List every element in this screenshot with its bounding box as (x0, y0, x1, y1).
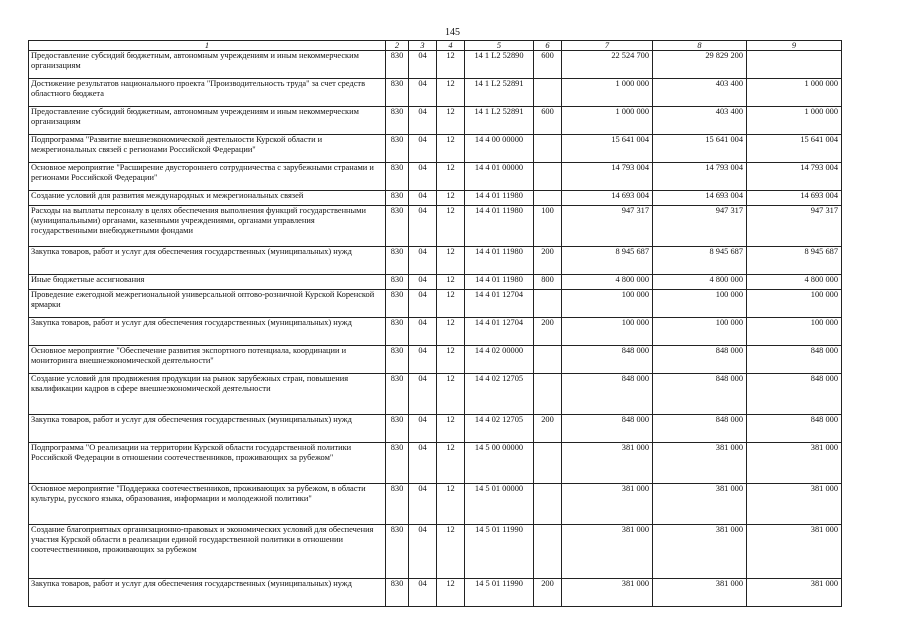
table-row (29, 247, 842, 275)
row-csr: 14 1 L2 52891 (465, 79, 534, 107)
row-sum-1: 848 000 (562, 415, 653, 443)
table-row (29, 163, 842, 191)
row-name: Закупка товаров, работ и услуг для обеспечения государственных (муниципальных) нужд (29, 579, 386, 607)
row-csr: 14 5 01 11990 (465, 525, 534, 579)
row-ved: 830 (386, 290, 409, 318)
row-ved: 830 (386, 247, 409, 275)
row-sum-2: 381 000 (653, 484, 747, 525)
row-csr: 14 5 00 00000 (465, 443, 534, 484)
row-sum-2: 15 641 004 (653, 135, 747, 163)
row-ved: 830 (386, 51, 409, 79)
row-pr: 12 (437, 135, 465, 163)
row-ved: 830 (386, 415, 409, 443)
row-ved: 830 (386, 79, 409, 107)
table-row (29, 79, 842, 107)
row-ved: 830 (386, 443, 409, 484)
row-csr: 14 4 00 00000 (465, 135, 534, 163)
row-sum-1: 848 000 (562, 346, 653, 374)
row-pr: 12 (437, 290, 465, 318)
col-header-sum-2: 8 (653, 41, 747, 51)
row-name: Иные бюджетные ассигнования (29, 275, 386, 290)
row-csr: 14 4 01 11980 (465, 275, 534, 290)
row-pr: 12 (437, 525, 465, 579)
row-vr: 600 (534, 107, 562, 135)
col-header-sum-3: 9 (747, 41, 842, 51)
row-csr: 14 4 01 00000 (465, 163, 534, 191)
row-sum-1: 1 000 000 (562, 79, 653, 107)
row-sum-1: 4 800 000 (562, 275, 653, 290)
row-ved: 830 (386, 206, 409, 247)
row-csr: 14 4 01 11980 (465, 247, 534, 275)
row-ved: 830 (386, 579, 409, 607)
row-rz: 04 (409, 107, 437, 135)
row-rz: 04 (409, 206, 437, 247)
row-name: Предоставление субсидий бюджетным, автономным учреждениям и иным некоммерческим организациям (29, 51, 386, 79)
row-sum-3 (747, 51, 842, 79)
row-sum-2: 381 000 (653, 443, 747, 484)
row-sum-2: 403 400 (653, 79, 747, 107)
col-header-pr: 4 (437, 41, 465, 51)
table-row (29, 275, 842, 290)
row-ved: 830 (386, 374, 409, 415)
row-name: Предоставление субсидий бюджетным, автономным учреждениям и иным некоммерческим организациям (29, 107, 386, 135)
row-vr: 200 (534, 415, 562, 443)
row-sum-1: 100 000 (562, 318, 653, 346)
row-vr: 200 (534, 247, 562, 275)
row-csr: 14 4 01 11980 (465, 206, 534, 247)
row-rz: 04 (409, 79, 437, 107)
row-sum-1: 381 000 (562, 579, 653, 607)
row-vr: 200 (534, 579, 562, 607)
row-pr: 12 (437, 206, 465, 247)
table-row (29, 191, 842, 206)
table-row (29, 346, 842, 374)
row-sum-2: 848 000 (653, 346, 747, 374)
row-vr (534, 290, 562, 318)
row-ved: 830 (386, 346, 409, 374)
row-pr: 12 (437, 346, 465, 374)
row-sum-1: 100 000 (562, 290, 653, 318)
row-pr: 12 (437, 484, 465, 525)
row-sum-2: 29 829 200 (653, 51, 747, 79)
row-sum-3: 947 317 (747, 206, 842, 247)
row-rz: 04 (409, 374, 437, 415)
row-sum-1: 381 000 (562, 525, 653, 579)
row-rz: 04 (409, 579, 437, 607)
table-row (29, 107, 842, 135)
row-name: Основное мероприятие "Обеспечение развития экспортного потенциала, координации и мониторинга внешнеэкономической деятельности" (29, 346, 386, 374)
row-name: Закупка товаров, работ и услуг для обеспечения государственных (муниципальных) нужд (29, 318, 386, 346)
row-name: Подпрограмма "О реализации на территории Курской области государственной политики Российской Федерации в отношении соотечественников, проживающих за рубежом" (29, 443, 386, 484)
row-sum-3: 381 000 (747, 525, 842, 579)
table-row (29, 290, 842, 318)
row-sum-3: 848 000 (747, 415, 842, 443)
table-row (29, 525, 842, 579)
row-name: Подпрограмма "Развитие внешнеэкономической деятельности Курской области и межрегиональных связей с регионами Российской Федерации" (29, 135, 386, 163)
row-sum-2: 8 945 687 (653, 247, 747, 275)
row-name: Создание условий для продвижения продукции на рынок зарубежных стран, повышения квалификации кадров в сфере внешнеэкономической деятельности (29, 374, 386, 415)
row-vr (534, 163, 562, 191)
row-pr: 12 (437, 374, 465, 415)
row-vr (534, 443, 562, 484)
table-row (29, 51, 842, 79)
table-row (29, 415, 842, 443)
row-sum-2: 100 000 (653, 290, 747, 318)
row-rz: 04 (409, 191, 437, 206)
row-csr: 14 4 01 12704 (465, 290, 534, 318)
row-pr: 12 (437, 163, 465, 191)
row-sum-1: 14 793 004 (562, 163, 653, 191)
row-sum-2: 403 400 (653, 107, 747, 135)
row-rz: 04 (409, 135, 437, 163)
row-name: Основное мероприятие "Расширение двустороннего сотрудничества с зарубежными странами и регионами Российской Федерации" (29, 163, 386, 191)
row-rz: 04 (409, 247, 437, 275)
col-header-name: 1 (29, 41, 386, 51)
row-ved: 830 (386, 484, 409, 525)
row-sum-1: 14 693 004 (562, 191, 653, 206)
table-row (29, 135, 842, 163)
row-sum-2: 848 000 (653, 415, 747, 443)
row-sum-3: 14 693 004 (747, 191, 842, 206)
row-sum-1: 8 945 687 (562, 247, 653, 275)
row-sum-1: 848 000 (562, 374, 653, 415)
row-pr: 12 (437, 443, 465, 484)
row-sum-3: 15 641 004 (747, 135, 842, 163)
row-sum-3: 848 000 (747, 374, 842, 415)
row-sum-2: 14 693 004 (653, 191, 747, 206)
row-sum-1: 15 641 004 (562, 135, 653, 163)
row-sum-2: 14 793 004 (653, 163, 747, 191)
row-csr: 14 5 01 00000 (465, 484, 534, 525)
row-csr: 14 1 L2 52891 (465, 107, 534, 135)
row-vr (534, 346, 562, 374)
row-name: Создание благоприятных организационно-правовых и экономических условий для обеспечения участия Курской области в реализации единой государственной политики в отношении соотечественников, проживающих за рубежом (29, 525, 386, 579)
row-ved: 830 (386, 275, 409, 290)
row-vr (534, 191, 562, 206)
row-csr: 14 4 02 12705 (465, 374, 534, 415)
col-header-sum-1: 7 (562, 41, 653, 51)
row-vr (534, 374, 562, 415)
row-sum-3: 100 000 (747, 318, 842, 346)
row-name: Основное мероприятие "Поддержка соотечественников, проживающих за рубежом, в области культуры, русского языка, образования, информации и молодежной политики" (29, 484, 386, 525)
row-sum-3: 848 000 (747, 346, 842, 374)
row-csr: 14 4 01 12704 (465, 318, 534, 346)
row-sum-3: 100 000 (747, 290, 842, 318)
table-row (29, 206, 842, 247)
row-rz: 04 (409, 163, 437, 191)
row-name: Создание условий для развития международных и межрегиональных связей (29, 191, 386, 206)
row-sum-2: 947 317 (653, 206, 747, 247)
row-pr: 12 (437, 275, 465, 290)
row-vr (534, 135, 562, 163)
row-sum-3: 381 000 (747, 443, 842, 484)
row-pr: 12 (437, 107, 465, 135)
row-sum-3: 4 800 000 (747, 275, 842, 290)
table-row (29, 484, 842, 525)
row-vr: 100 (534, 206, 562, 247)
row-csr: 14 4 02 00000 (465, 346, 534, 374)
row-csr: 14 5 01 11990 (465, 579, 534, 607)
row-sum-3: 8 945 687 (747, 247, 842, 275)
row-pr: 12 (437, 415, 465, 443)
row-name: Закупка товаров, работ и услуг для обеспечения государственных (муниципальных) нужд (29, 247, 386, 275)
row-rz: 04 (409, 290, 437, 318)
row-vr: 200 (534, 318, 562, 346)
budget-table (28, 40, 842, 607)
row-pr: 12 (437, 191, 465, 206)
row-sum-2: 381 000 (653, 525, 747, 579)
row-sum-3: 1 000 000 (747, 79, 842, 107)
row-pr: 12 (437, 579, 465, 607)
table-row (29, 579, 842, 607)
page-number: 145 (445, 27, 460, 38)
row-ved: 830 (386, 318, 409, 346)
row-rz: 04 (409, 318, 437, 346)
row-pr: 12 (437, 247, 465, 275)
row-rz: 04 (409, 443, 437, 484)
col-header-vr: 6 (534, 41, 562, 51)
row-sum-1: 381 000 (562, 484, 653, 525)
row-csr: 14 4 01 11980 (465, 191, 534, 206)
row-rz: 04 (409, 415, 437, 443)
row-ved: 830 (386, 191, 409, 206)
row-ved: 830 (386, 525, 409, 579)
row-sum-3: 381 000 (747, 579, 842, 607)
row-csr: 14 4 02 12705 (465, 415, 534, 443)
row-vr (534, 484, 562, 525)
row-ved: 830 (386, 135, 409, 163)
row-name: Проведение ежегодной межрегиональной универсальной оптово-розничной Курской Коренской ярмарки (29, 290, 386, 318)
row-vr: 600 (534, 51, 562, 79)
row-sum-1: 22 524 700 (562, 51, 653, 79)
row-pr: 12 (437, 79, 465, 107)
row-rz: 04 (409, 51, 437, 79)
row-sum-3: 381 000 (747, 484, 842, 525)
row-pr: 12 (437, 51, 465, 79)
row-name: Расходы на выплаты персоналу в целях обеспечения выполнения функций государственными (муниципальными) органами, казенными учреждениями, органами управления государственными внебюджетными фондами (29, 206, 386, 247)
column-number-row (29, 41, 842, 51)
row-pr: 12 (437, 318, 465, 346)
row-csr: 14 1 L2 52890 (465, 51, 534, 79)
row-name: Закупка товаров, работ и услуг для обеспечения государственных (муниципальных) нужд (29, 415, 386, 443)
table-row (29, 443, 842, 484)
row-sum-1: 1 000 000 (562, 107, 653, 135)
row-sum-1: 947 317 (562, 206, 653, 247)
row-ved: 830 (386, 107, 409, 135)
row-sum-1: 381 000 (562, 443, 653, 484)
col-header-ved: 2 (386, 41, 409, 51)
row-sum-2: 100 000 (653, 318, 747, 346)
table-row (29, 318, 842, 346)
row-sum-3: 1 000 000 (747, 107, 842, 135)
row-rz: 04 (409, 275, 437, 290)
row-vr: 800 (534, 275, 562, 290)
row-sum-2: 381 000 (653, 579, 747, 607)
col-header-csr: 5 (465, 41, 534, 51)
row-vr (534, 525, 562, 579)
row-vr (534, 79, 562, 107)
row-rz: 04 (409, 346, 437, 374)
row-sum-2: 848 000 (653, 374, 747, 415)
row-rz: 04 (409, 525, 437, 579)
row-name: Достижение результатов национального проекта "Производительность труда" за счет средств областного бюджета (29, 79, 386, 107)
col-header-rz: 3 (409, 41, 437, 51)
row-sum-3: 14 793 004 (747, 163, 842, 191)
table-row (29, 374, 842, 415)
row-rz: 04 (409, 484, 437, 525)
row-ved: 830 (386, 163, 409, 191)
row-sum-2: 4 800 000 (653, 275, 747, 290)
